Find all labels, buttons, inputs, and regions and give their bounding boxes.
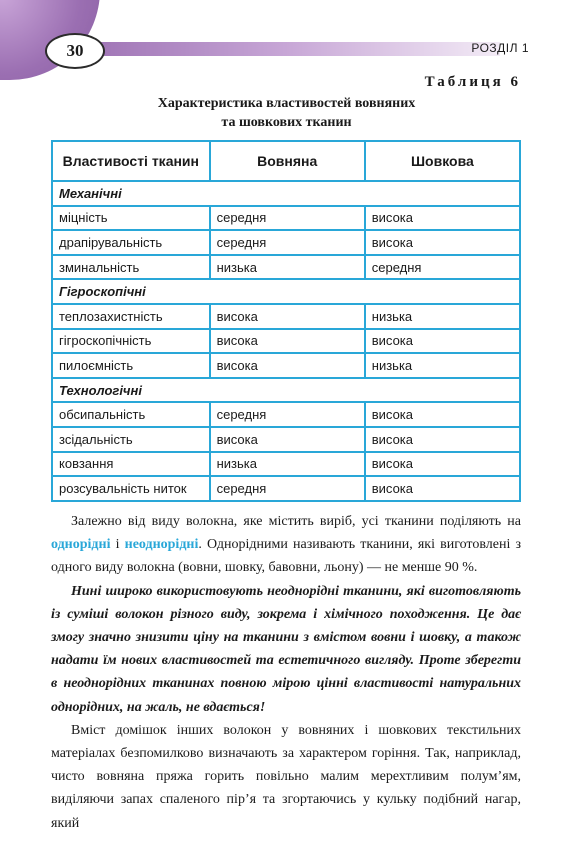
- wool-cell: низька: [210, 255, 365, 280]
- wool-cell: висока: [210, 427, 365, 452]
- silk-cell: висока: [365, 427, 520, 452]
- wool-cell: середня: [210, 230, 365, 255]
- paragraph-fabric-types: [51, 510, 521, 580]
- category-label: Гігроскопічні: [52, 279, 520, 304]
- header-wool: Вовняна: [210, 141, 365, 181]
- table-row: [52, 476, 520, 501]
- silk-cell: середня: [365, 255, 520, 280]
- table-header-row: [52, 141, 520, 181]
- wool-cell: висока: [210, 304, 365, 329]
- header-band: [70, 42, 500, 56]
- wool-cell: висока: [210, 353, 365, 378]
- wool-cell: середня: [210, 402, 365, 427]
- table-row: [52, 452, 520, 477]
- term-homogeneous: однорідні: [51, 537, 111, 553]
- silk-cell: висока: [365, 476, 520, 501]
- category-label: Механічні: [52, 181, 520, 206]
- header-properties: Властивості тканин: [52, 141, 210, 181]
- paragraph-emphasis: Нині широко використовують неоднорідні тканини, які виготовляють із суміші волокон різного виду, зокрема і хімічного походження. Це дає змогу значно знизити ціну на тканини з вмістом вовни і шовку, а також надати їм нових властивостей та естетичного вигляду. Проте зберегти в неоднорідних тканинах повною мірою цінні властивості натуральних однорідних, на жаль, не вдається!: [51, 583, 521, 715]
- category-label: Технологічні: [52, 378, 520, 403]
- table-row: [52, 402, 520, 427]
- body-text: [51, 510, 521, 835]
- paragraph-burning-test: Вміст домішок інших волокон у вовняних і шовкових текстильних матеріалах безпомилково визначають за характером горіння. Так, наприклад, чисто вовняна пряжа горить повільно малим мерехтливим полум’ям, виділяючи запах спаленого пір’я та згортаючись у кульку подібний нагар, який: [51, 722, 521, 831]
- property-cell: пилоємність: [52, 353, 210, 378]
- table-row: [52, 329, 520, 354]
- property-cell: обсипальність: [52, 402, 210, 427]
- table-row: [52, 304, 520, 329]
- property-cell: міцність: [52, 206, 210, 231]
- wool-cell: середня: [210, 476, 365, 501]
- silk-cell: низька: [365, 353, 520, 378]
- table-row: [52, 255, 520, 280]
- property-cell: гігроскопічність: [52, 329, 210, 354]
- table-title-line-2: та шовкових тканин: [221, 115, 352, 130]
- paragraph-text: і: [110, 537, 125, 553]
- table-title: [0, 94, 573, 132]
- silk-cell: висока: [365, 452, 520, 477]
- table-title-line-1: Характеристика властивостей вовняних: [157, 96, 416, 111]
- header-silk: Шовкова: [365, 141, 520, 181]
- wool-cell: низька: [210, 452, 365, 477]
- paragraph-text: . Однорідними називають тканини, які виготовлені з одного виду волокна (вовни, шовку, бавовни, льону) — не менше 90 %.: [51, 537, 521, 576]
- table-number: Таблиця 6: [424, 74, 521, 90]
- category-row: [52, 378, 520, 403]
- properties-table: [51, 140, 521, 502]
- silk-cell: висока: [365, 402, 520, 427]
- property-cell: драпірувальність: [52, 230, 210, 255]
- silk-cell: низька: [365, 304, 520, 329]
- category-row: [52, 181, 520, 206]
- term-heterogeneous: неоднорідні: [124, 537, 199, 553]
- table-row: [52, 206, 520, 231]
- property-cell: зминальність: [52, 255, 210, 280]
- section-label: РОЗДІЛ 1: [471, 41, 529, 55]
- table-row: [52, 427, 520, 452]
- page-number: 30: [45, 33, 105, 69]
- property-cell: теплозахистність: [52, 304, 210, 329]
- table-row: [52, 230, 520, 255]
- table-row: [52, 353, 520, 378]
- silk-cell: висока: [365, 206, 520, 231]
- silk-cell: висока: [365, 329, 520, 354]
- property-cell: зсідальність: [52, 427, 210, 452]
- property-cell: ковзання: [52, 452, 210, 477]
- paragraph-text: Залежно від виду волокна, яке містить виріб, усі тканини поділяють на: [71, 514, 521, 529]
- wool-cell: середня: [210, 206, 365, 231]
- property-cell: розсувальність ниток: [52, 476, 210, 501]
- wool-cell: висока: [210, 329, 365, 354]
- silk-cell: висока: [365, 230, 520, 255]
- category-row: [52, 279, 520, 304]
